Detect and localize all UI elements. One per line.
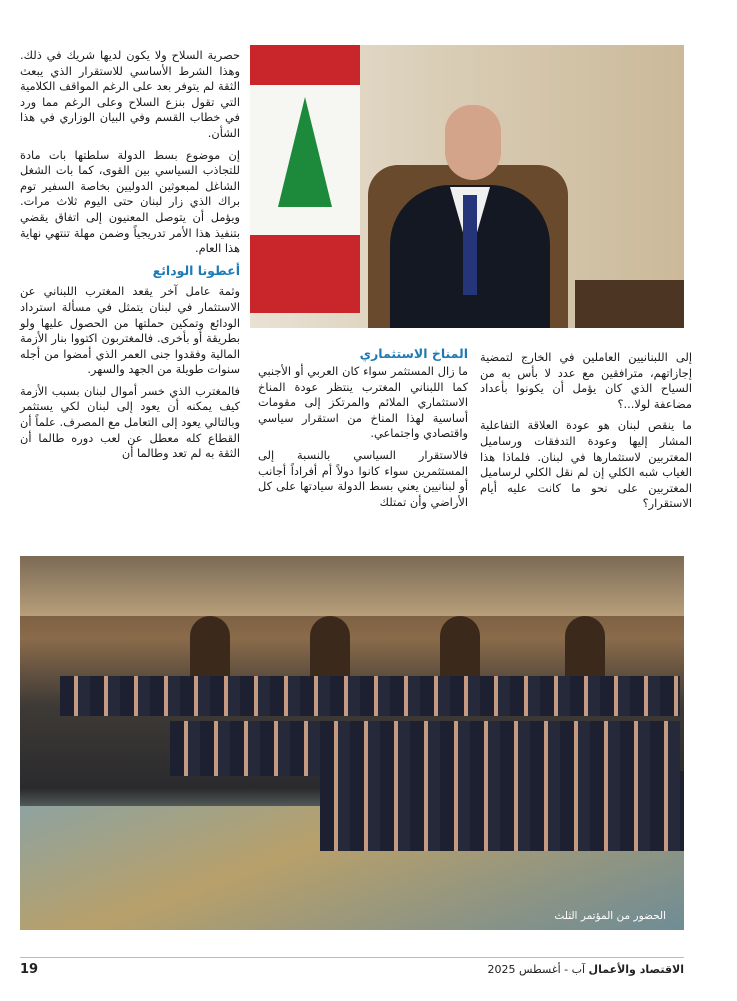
- lebanese-flag: [250, 45, 360, 313]
- portrait-photo: [250, 45, 684, 328]
- ceiling: [20, 556, 684, 616]
- subheading-deposits: أعطونا الودائع: [152, 262, 240, 278]
- publication-name: الاقتصاد والأعمال: [588, 963, 684, 976]
- cedar-icon: [278, 97, 332, 207]
- publication-info: [487, 963, 684, 976]
- page-footer: [20, 957, 684, 982]
- audience-row: [320, 771, 684, 851]
- conference-photo: [20, 556, 684, 930]
- audience-row: [170, 721, 680, 776]
- paragraph: ما زال المستثمر سواء كان العربي أو الأجنبي كما اللبناني المغترب ينتظر عودة المناخ الاستثماري الملائم والمرتكز إلى مقومات أساسية لهذا المناخ من استقرار سياسي واقتصادي واجتماعي.: [258, 364, 468, 441]
- paragraph: فالاستقرار السياسي بالنسبة إلى المستثمرين سواء كانوا دولاً أم أفراداً أجانب أو لبنانيين يعني بسط الدولة سيادتها على كل الأراضي وأن تمتلك: [258, 447, 468, 509]
- paragraph: وثمة عامل آخر يقعد المغترب اللبناني عن الاستثمار في لبنان يتمثل في مسألة استرداد الودائع وتمكين حملتها من الحصول عليها ولو بطريقة أو بأخرى. فالمغتربون اكتووا بنار الأزمة المالية وفقدوا جنى العمر الذي أمضوا من أجله سنوات طويلة من الجهد والسهر.: [20, 284, 240, 377]
- paragraph: إن موضوع بسط الدولة سلطتها بات مادة للتجاذب السياسي بين القوى، كما بات الشغل الشاغل لمبعوثين الدوليين بخاصة السفير توم براك الذي زار لبنان حتى اليوم ثلاث مرات. ويؤمل أن يتوصل المعنيون إلى اتفاق يقضي بتنفيذ هذا الأمر تدريجياً وضمن مهلة تنتهي نهاية هذا العام.: [20, 147, 240, 256]
- paragraph: إلى اللبنانيين العاملين في الخارج لتمضية إجازاتهم، مترافقين مع عدد لا بأس به من السياح الذي كان يؤمل أن يكونوا بأعداد مضاعفة لولا...؟: [480, 350, 692, 411]
- photo-caption: الحضور من المؤتمر الثلث: [554, 910, 666, 922]
- side-table: [575, 280, 684, 328]
- right-text-column: [480, 350, 692, 518]
- tie: [463, 195, 477, 295]
- left-text-column: [20, 48, 240, 468]
- paragraph: ما ينقص لبنان هو عودة العلاقة التفاعلية المشار إليها وعودة التدفقات ورساميل المغتربين لاستثمارها في لبنان. فلماذا هذا الغياب شبه الكلي إن لم نقل الكلي لرساميل المغتربين على نحو ما كانت عليه أيام الاستقرار؟: [480, 418, 692, 511]
- issue-date: آب - أغسطس 2025: [487, 963, 586, 976]
- paragraph: حصرية السلاح ولا يكون لديها شريك في ذلك. وهذا الشرط الأساسي للاستقرار الذي يبعث الثقة لم يتوفر بعد على الرغم المواقف الكلامية التي تقول بنزع السلاح وعلى الرغم مما ورد في خطاب القسم وفي البيان الوزاري في هذا الشأن.: [20, 48, 240, 140]
- paragraph: فالمغترب الذي خسر أموال لبنان بسبب الأزمة كيف يمكنه أن يعود إلى لبنان لكي يستثمر وبالتالي يعود إلى التعامل مع المصرف. علماً أن القطاع كله معطل عن لعب دوره طالما أن الثقة به لم تعد وطالما أن: [20, 383, 240, 461]
- middle-text-column: [258, 364, 468, 516]
- audience-row: [60, 676, 680, 716]
- person-head: [445, 105, 501, 180]
- subheading-investment-climate: المناخ الاستثماري: [359, 346, 468, 361]
- page-number: 19: [20, 962, 39, 977]
